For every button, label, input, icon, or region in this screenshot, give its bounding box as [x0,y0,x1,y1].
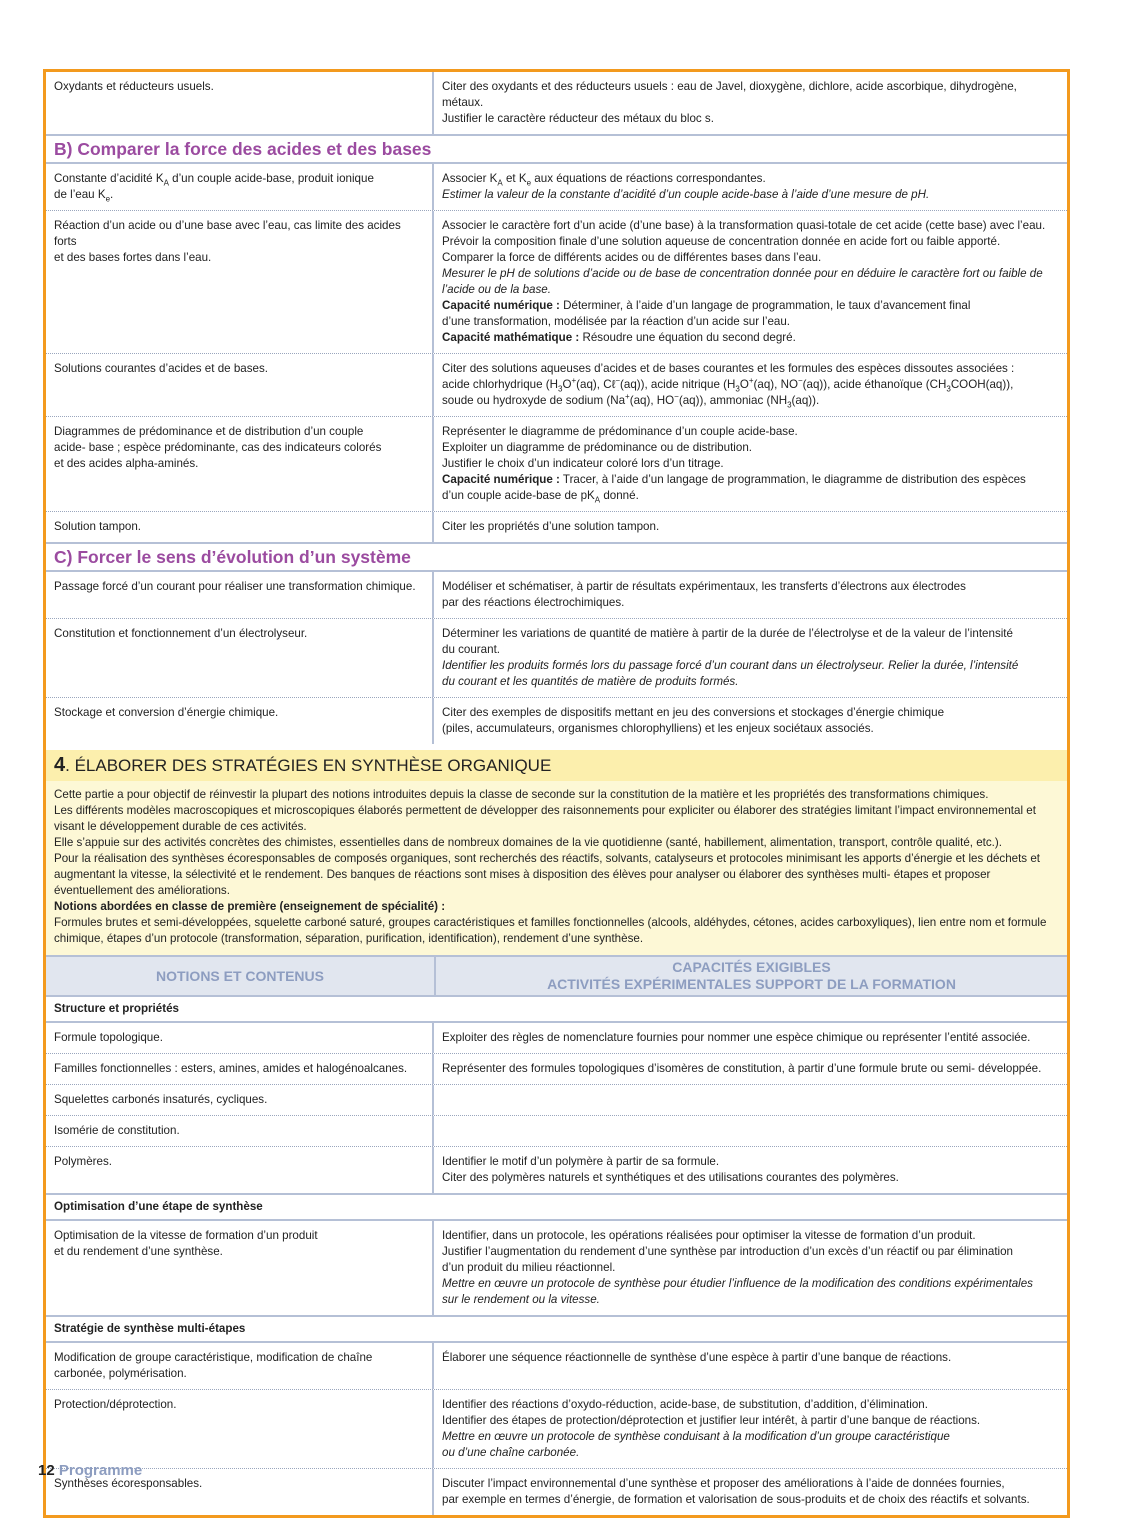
subscript: A [594,495,601,505]
text-line [442,488,1059,504]
text-line [54,1123,424,1139]
text-segment: du courant. [442,643,501,656]
capacity-cell [434,1023,1067,1053]
text-segment: Citer des oxydants et des réducteurs usuels : eau de Javel, dioxygène, dichlore, acide ascorbique, dihydrogène, métaux. [442,80,1017,109]
text-segment: ou d’une chaîne carbonée. [442,1446,580,1459]
text-line [442,266,1059,298]
text-line [442,579,1059,595]
program-table [43,69,1070,1518]
header-capacites-line1: CAPACITÉS EXIGIBLES [672,959,831,975]
text-segment: Capacité numérique : [442,473,560,486]
text-line [442,1350,1059,1366]
text-segment: Constante d’acidité K [54,172,164,185]
text-line [54,361,424,377]
text-line [54,250,424,266]
text-line [54,1061,424,1077]
text-segment: d’un couple acide-base de pK [442,489,595,502]
table-row [46,416,1067,511]
text-segment: Isomérie de constitution. [54,1124,180,1137]
section-4-groups [46,997,1067,1515]
text-line [54,851,1059,899]
text-segment: (aq)). [791,394,820,407]
text-line [54,579,424,595]
text-line [442,1228,1059,1244]
text-segment: Familles fonctionnelles : esters, amines, amides et halogénoalcanes. [54,1062,408,1075]
text-segment: Modification de groupe caractéristique, modification de chaîne [54,1351,373,1364]
text-line [54,899,1059,915]
text-segment: Les différents modèles macroscopiques et microscopiques élaborés permettent de développer des raisonnements pour expliciter ou élaborer des stratégies limitant l’impact environnemental et visant le développement durable de ces activités. [54,804,1036,833]
text-line [54,519,424,535]
text-segment: soude ou hydroxyde de sodium (Na [442,394,626,407]
header-capacites-line2: ACTIVITÉS EXPÉRIMENTALES SUPPORT DE LA FORMATION [547,976,956,992]
text-line [442,111,1059,127]
table-row [46,1341,1067,1389]
text-segment: du courant et les quantités de matière de produits formés. [442,675,739,688]
text-line [442,1429,1059,1445]
text-segment: Capacité mathématique : [442,331,580,344]
subscript: 3 [558,384,563,394]
superscript: + [748,376,754,386]
text-segment: Elle s’appuie sur des activités concrètes des chimistes, essentielles dans de nombreux domaines de la vie quotidienne (santé, habillement, alimentation, transport, contrôle qualité, etc.). [54,836,1002,849]
capacity-cell [434,619,1067,697]
notion-cell [46,1147,434,1193]
text-segment: carbonée, polymérisation. [54,1367,187,1380]
section-4 [46,744,1067,955]
text-segment: Déterminer, à l’aide d’un langage de programmation, le taux d’avancement final [559,299,971,312]
text-segment: Synthèses écoresponsables. [54,1477,203,1490]
section-b-title: B) Comparer la force des acides et des bases [46,134,1067,162]
text-line [442,1170,1059,1186]
table-row [46,162,1067,210]
text-line [442,1292,1059,1308]
text-line [442,361,1059,377]
group-rows [46,1341,1067,1515]
text-segment: Solutions courantes d’acides et de bases. [54,362,268,375]
group-heading: Stratégie de synthèse multi-étapes [46,1315,1067,1341]
text-line [54,440,424,456]
text-segment: Identifier des étapes de protection/déprotection et justifier leur intérêt, à partir d’une banque de réactions. [442,1414,981,1427]
text-line [442,1397,1059,1413]
notion-cell [46,619,434,697]
text-segment: Stockage et conversion d’énergie chimique. [54,706,279,719]
text-segment: COOH(aq)), [950,378,1014,391]
table-row [46,1115,1067,1146]
text-line [442,595,1059,611]
notion-cell [46,698,434,744]
text-segment: (aq)), ammoniac (NH [678,394,788,407]
capacity-cell [434,354,1067,416]
text-segment: Citer des polymères naturels et synthétiques et des utilisations courantes des polymères. [442,1171,899,1184]
text-segment: O [739,378,749,391]
text-line [442,218,1059,234]
section-b-rows [46,162,1067,542]
text-segment: Élaborer une séquence réactionnelle de synthèse d’une espèce à partir d’une banque de réactions. [442,1351,952,1364]
notion-cell [46,512,434,542]
text-line [442,298,1059,314]
text-segment: (aq)), acide nitrique (H [620,378,736,391]
text-line [442,330,1059,346]
table-row [46,570,1067,618]
text-segment: Formule topologique. [54,1031,163,1044]
table-row [46,1084,1067,1115]
text-line [54,1366,424,1382]
table-row [46,1468,1067,1515]
text-line [442,658,1059,674]
subscript: e [526,178,532,188]
text-segment: Pour la réalisation des synthèses écoresponsables de composés organiques, sont recherchés des réactifs, solvants, catalyseurs et protocoles minimisant les apports d’énergie et les déchets et augmentant la vitesse, la sélectivité et le rendement. Des banques de réactions sont mises à disposition des élèves pour analyser ou élaborer des synthèses multi- étapes et proposer éventuellement des améliorations. [54,852,1040,897]
text-segment: . [110,188,114,201]
text-line [442,1260,1059,1276]
text-segment: Justifier le caractère réducteur des métaux du bloc s. [442,112,714,125]
text-line [54,1350,424,1366]
notion-cell [46,1116,434,1146]
table-row [46,618,1067,697]
text-line [442,250,1059,266]
text-line [54,1030,424,1046]
notion-cell [46,1054,434,1084]
text-line [54,787,1059,803]
header-capacites [436,957,1067,995]
capacity-cell [434,1147,1067,1193]
capacity-cell [434,1116,1067,1146]
superscript: − [674,392,679,402]
top-rows [46,72,1067,134]
notion-cell [46,354,434,416]
text-segment: de l’eau K [54,188,106,201]
text-segment: (piles, accumulateurs, organismes chlorophylliens) et les enjeux sociétaux associés. [442,722,874,735]
text-line [442,1492,1059,1508]
subscript: A [163,178,169,188]
text-segment: Formules brutes et semi-développées, squelette carboné saturé, groupes caractéristiques et familles fonctionnelles (alcools, aldéhydes, cétones, acides carboxyliques), lien entre nom et formule chimique, étapes d’un protocole (transformation, séparation, purification, identification), rendement d’une synthèse. [54,916,1047,945]
table-row [46,210,1067,353]
text-segment: Citer des exemples de dispositifs mettant en jeu des conversions et stockages d’énergie chimique [442,706,945,719]
text-line [442,626,1059,642]
text-segment: (aq)), acide éthanoïque (CH [802,378,947,391]
text-segment: O [562,378,572,391]
text-segment: Associer K [442,172,498,185]
text-segment: Diagrammes de prédominance et de distribution d’un couple [54,425,364,438]
footer-label: Programme [58,1462,143,1479]
subscript: A [497,178,503,188]
notion-cell [46,1343,434,1389]
text-line [442,187,1059,203]
text-line [54,835,1059,851]
table-row [46,1219,1067,1315]
text-segment: Notions abordées en classe de première (enseignement de spécialité) : [54,900,446,913]
text-segment: acide- base ; espèce prédominante, cas des indicateurs colorés [54,441,382,454]
section-4-number: 4 [54,754,66,776]
capacity-cell [434,1390,1067,1468]
text-segment: (aq), Cℓ [576,378,616,391]
notion-cell [46,1390,434,1468]
capacity-cell [434,572,1067,618]
text-segment: par des réactions électrochimiques. [442,596,625,609]
text-line [442,705,1059,721]
subscript: 3 [946,384,951,394]
text-segment: sur le rendement ou la vitesse. [442,1293,600,1306]
text-line [54,218,424,250]
subscript: 3 [735,384,740,394]
text-segment: Capacité numérique : [442,299,560,312]
capacity-cell [434,164,1067,210]
text-segment: Comparer la force de différents acides ou de différentes bases dans l’eau. [442,251,822,264]
group-rows [46,1021,1067,1193]
page-number: 12 [38,1462,55,1479]
text-line [442,234,1059,250]
text-line [54,705,424,721]
text-line [442,424,1059,440]
text-segment: (aq), HO [629,394,675,407]
text-segment: Polymères. [54,1155,112,1168]
text-segment: acide chlorhydrique (H [442,378,558,391]
page-footer [38,1462,142,1479]
text-line [442,674,1059,690]
text-line [442,393,1059,409]
text-segment: aux équations de réactions correspondantes. [531,172,766,185]
text-segment: Associer le caractère fort d’un acide (d’une base) à la transformation quasi-totale de cet acide (cette base) avec l’eau. [442,219,1046,232]
text-line [442,1445,1059,1461]
text-segment: Déterminer les variations de quantité de matière à partir de la durée de l’électrolyse et de la valeur de l’intensité [442,627,1013,640]
capacity-cell [434,512,1067,542]
text-segment: Optimisation de la vitesse de formation d’un produit [54,1229,318,1242]
notion-cell [46,1023,434,1053]
text-segment: Citer les propriétés d’une solution tampon. [442,520,660,533]
text-line [54,915,1059,947]
table-row [46,1053,1067,1084]
text-segment: Passage forcé d’un courant pour réaliser une transformation chimique. [54,580,416,593]
capacity-cell [434,72,1067,134]
capacity-cell [434,698,1067,744]
text-line [442,1476,1059,1492]
header-notions: NOTIONS ET CONTENUS [46,957,436,995]
subscript: e [105,194,111,204]
text-line [442,472,1059,488]
text-line [54,171,424,187]
text-line [442,377,1059,393]
text-line [54,803,1059,835]
table-header [46,955,1067,997]
subscript: 3 [787,400,792,410]
text-segment: Justifier l’augmentation du rendement d’une synthèse par introduction d’un excès d’un réactif ou par élimination [442,1245,1014,1258]
text-line [442,440,1059,456]
text-line [442,1030,1059,1046]
text-line [442,314,1059,330]
text-segment: Prévoir la composition finale d’une solution aqueuse de concentration donnée en acide fort ou faible apporté. [442,235,1001,248]
capacity-cell [434,1054,1067,1084]
capacity-cell [434,1085,1067,1115]
table-row [46,1146,1067,1193]
text-segment: Identifier des réactions d’oxydo-réduction, acide-base, de substitution, d’addition, d’élimination. [442,1398,928,1411]
section-4-intro [46,781,1067,955]
text-segment: Protection/déprotection. [54,1398,177,1411]
text-segment: Identifier les produits formés lors du passage forcé d’un courant dans un électrolyseur. Relier la durée, l’intensité [442,659,1019,672]
text-segment: et K [502,172,527,185]
text-line [442,1276,1059,1292]
text-segment: par exemple en termes d’énergie, de formation et valorisation de sous-produits et de choix des réactifs et solvants. [442,1493,1030,1506]
notion-cell [46,72,434,134]
text-segment: Représenter des formules topologiques d’isomères de constitution, à partir d’une formule brute ou semi- développée. [442,1062,1042,1075]
section-4-title: . ÉLABORER DES STRATÉGIES EN SYNTHÈSE ORGANIQUE [65,756,552,775]
text-segment: et des bases fortes dans l’eau. [54,251,212,264]
text-line [442,519,1059,535]
text-segment: Réaction d’un acide ou d’une base avec l’eau, cas limite des acides forts [54,219,401,248]
table-row [46,697,1067,744]
text-line [54,626,424,642]
text-line [442,1061,1059,1077]
notion-cell [46,572,434,618]
text-line [442,171,1059,187]
text-segment: Mesurer le pH de solutions d’acide ou de base de concentration donnée pour en déduire le caractère fort ou faible de l’acide ou de la base. [442,267,1043,296]
text-segment: Exploiter des règles de nomenclature fournies pour nommer une espèce chimique ou représenter l’entité associée. [442,1031,1031,1044]
table-row [46,353,1067,416]
text-segment: d’un produit du milieu réactionnel. [442,1261,616,1274]
text-segment: d’un couple acide-base, produit ionique [168,172,374,185]
notion-cell [46,211,434,353]
capacity-cell [434,417,1067,511]
capacity-cell [434,1221,1067,1315]
text-segment: Tracer, à l’aide d’un langage de programmation, le diagramme de distribution des espèces [559,473,1026,486]
text-line [442,456,1059,472]
text-line [54,1244,424,1260]
text-line [442,721,1059,737]
text-segment: Identifier le motif d’un polymère à partir de sa formule. [442,1155,720,1168]
text-line [442,1154,1059,1170]
capacity-cell [434,211,1067,353]
text-segment: Résoudre une équation du second degré. [579,331,796,344]
text-segment: Constitution et fonctionnement d’un électrolyseur. [54,627,308,640]
text-segment: et des acides alpha-aminés. [54,457,199,470]
text-line [442,79,1059,111]
text-segment: Représenter le diagramme de prédominance d’un couple acide-base. [442,425,798,438]
text-segment: Solution tampon. [54,520,142,533]
table-row [46,1389,1067,1468]
text-segment: d’une transformation, modélisée par la réaction d’un acide sur l’eau. [442,315,791,328]
superscript: + [571,376,577,386]
notion-cell [46,1221,434,1315]
notion-cell [46,417,434,511]
notion-cell [46,1085,434,1115]
superscript: − [797,376,803,386]
capacity-cell [434,1469,1067,1515]
text-line [54,187,424,203]
section-c-rows [46,570,1067,744]
text-line [54,79,424,95]
text-segment: Mettre en œuvre un protocole de synthèse conduisant à la modification d’un groupe caractéristique [442,1430,950,1443]
text-line [54,1228,424,1244]
group-rows [46,1219,1067,1315]
text-segment: Citer des solutions aqueuses d’acides et de bases courantes et les formules des espèces dissoutes associées : [442,362,1015,375]
text-segment: Discuter l’impact environnemental d’une synthèse et proposer des améliorations à l’aide de données fournies, [442,1477,1005,1490]
group-heading: Optimisation d’une étape de synthèse [46,1193,1067,1219]
capacity-cell [434,1343,1067,1389]
notion-cell [46,164,434,210]
text-segment: Identifier, dans un protocole, les opérations réalisées pour optimiser la vitesse de formation d’un produit. [442,1229,976,1242]
text-segment: Modéliser et schématiser, à partir de résultats expérimentaux, les transferts d’électrons aux électrodes [442,580,966,593]
text-segment: donné. [600,489,639,502]
section-4-heading [46,750,1067,781]
text-line [54,1092,424,1108]
text-line [442,1244,1059,1260]
text-line [442,1413,1059,1429]
text-segment: Mettre en œuvre un protocole de synthèse pour étudier l’influence de la modification des conditions expérimentales [442,1277,1033,1290]
group-heading: Structure et propriétés [54,1002,179,1015]
table-row [46,511,1067,542]
text-segment: et du rendement d’une synthèse. [54,1245,223,1258]
superscript: + [625,392,630,402]
text-line [54,1154,424,1170]
text-segment: Cette partie a pour objectif de réinvestir la plupart des notions introduites depuis la classe de seconde sur la constitution de la matière et les propriétés des transformations chimiques. [54,788,989,801]
text-line [54,1397,424,1413]
text-segment: Oxydants et réducteurs usuels. [54,80,214,93]
text-line [54,456,424,472]
text-segment: Squelettes carbonés insaturés, cycliques. [54,1093,268,1106]
text-line [54,424,424,440]
superscript: − [615,376,621,386]
text-segment: Exploiter un diagramme de prédominance ou de distribution. [442,441,752,454]
text-segment: Estimer la valeur de la constante d’acidité d’un couple acide-base à l’aide d’une mesure de pH. [442,188,930,201]
text-line [442,642,1059,658]
section-c-title: C) Forcer le sens d’évolution d’un système [46,542,1067,570]
table-row [46,72,1067,134]
text-segment: (aq), NO [753,378,798,391]
text-segment: Justifier le choix d’un indicateur coloré lors d’un titrage. [442,457,724,470]
table-row [46,1021,1067,1053]
